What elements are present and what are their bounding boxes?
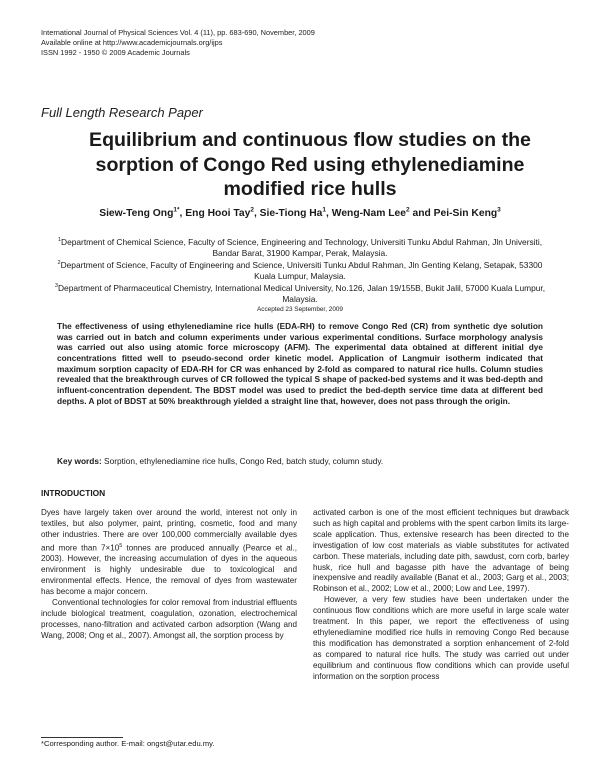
author-list [40, 207, 560, 219]
affiliation-list [46, 235, 554, 305]
author: Pei-Sin Keng$^3$ [433, 207, 501, 220]
paper-type: Full Length Research Paper [41, 105, 203, 120]
paragraph: Conventional technologies for color removal from industrial effluents include biological treatment, coagulation, ozonation, electrochemical processes, nano-filtration and activated carbon adsorption (Wang and Wang, 2008; Ong et al., 2007). Amongst all, the sorption process by [41, 597, 297, 640]
paragraph: activated carbon is one of the most efficient techniques but drawback such as high capital and problems with the spent carbon limits its large-scale application. Thus, extensive research has been directed to the investigation of low cost materials as viable substitutes for activated carbon. These materials, including date pith, sawdust, corn corb, barley husk, rice hull and bagasse pith have the advantage of being inexpensive and readily available (Banat et al., 2003; Garg et al., 2003; Robinson et al., 2002; Low et al., 2000; Low and Lee, 1997). [313, 508, 569, 594]
author: Weng-Nam Lee$^2$ and [331, 207, 434, 220]
author: Eng Hooi Tay$^2$, [185, 207, 260, 220]
journal-url: Available online at http://www.academicjournals.org/ijps [41, 38, 223, 47]
paragraph: Dyes have largely taken over around the world, interest not only in textiles, but also polymer, paint, printing, cosmetic, food and many other industries. There are over 100,000 commercially available dyes and more than $7\times 10^5$ tonnes are produced annually (Pearce et al., 2003). However, the increasing accumulation of dyes in the aqueous environment is highly undesirable due to toxicological and environmental effects. Hence, the removal of dyes from wastewater has become a major concern. [41, 508, 297, 597]
journal-citation: International Journal of Physical Sciences Vol. 4 (11), pp. 683-690, November, 2009 [41, 28, 315, 37]
keywords [57, 456, 543, 466]
keywords-label: Key words: [57, 456, 102, 466]
paragraph: However, a very few studies have been undertaken under the continuous flow conditions which are more useful in large scale water treatment. In this paper, we report the effectiveness of using ethylenediamine modified rice hulls in removing Congo Red because this modification has demonstrated a sorption enhancement of 2-fold as compared to natural rice hulls. The study was carried out under equilibrium and continuous flow conditions which can provide useful information on the sorption process [313, 595, 569, 681]
author: Sie-Tiong Ha$^1$, [259, 207, 332, 220]
journal-issn: ISSN 1992 - 1950 © 2009 Academic Journals [41, 48, 190, 57]
corresponding-author-footnote: *Corresponding author. E-mail: ongst@utar.edu.my. [41, 739, 215, 748]
affiliation: $^3$Department of Pharmaceutical Chemistry, International Medical University, No.126, Jalan 19/155B, Bukit Jalil, 57000 Kuala Lumpur, Malaysia. [54, 283, 546, 304]
author: Siew-Teng Ong$^{1*}$, [99, 207, 186, 220]
abstract: The effectiveness of using ethylenediamine rice hulls (EDA-RH) to remove Congo Red (CR) from synthetic dye solution was carried out in batch and column experiments under various experimental conditions. Surface morphology analysis was carried out also using atomic force microscopy (AFM). The experimental data obtained at different initial dye concentrations fitted well to pseudo-second order kinetic model. Application of Langmuir isotherm indicated that maximum sorption capacity of EDA-RH for CR was enhanced by 2-fold as compared to natural rice hulls. Column studies revealed that the breakthrough curves of CR followed the typical S shape of packed-bed systems and it was bed-depth and influent-concentration dependent. The BDST model was used to predict the bed-depth service time data at different bed depths. A plot of BDST at 50% breakthrough yielded a straight line that, however, does not pass through the origin. [57, 321, 543, 406]
paper-title: Equilibrium and continuous flow studies on the sorption of Congo Red using ethylenediamine modified rice hulls [89, 129, 531, 200]
accepted-date: Accepted 23 September, 2009 [257, 306, 343, 313]
keywords-text: Sorption, ethylenediamine rice hulls, Congo Red, batch study, column study. [104, 456, 384, 466]
affiliation: $^1$Department of Chemical Science, Faculty of Science, Engineering and Technology, Universiti Tunku Abdul Rahman, Jln Universiti, Bandar Barat, 31900 Kampar, Perak, Malaysia. [57, 236, 543, 258]
footnote-divider [41, 737, 123, 738]
affiliation: $^2$Department of Science, Faculty of Engineering and Science, Universiti Tunku Abdul Rahman, Jln Genting Kelang, Setapak, 53300 Kuala Lumpur, Malaysia. [57, 260, 543, 281]
journal-header [41, 28, 315, 58]
left-column [41, 508, 297, 642]
right-column [313, 508, 569, 683]
section-heading-introduction: INTRODUCTION [41, 488, 106, 498]
